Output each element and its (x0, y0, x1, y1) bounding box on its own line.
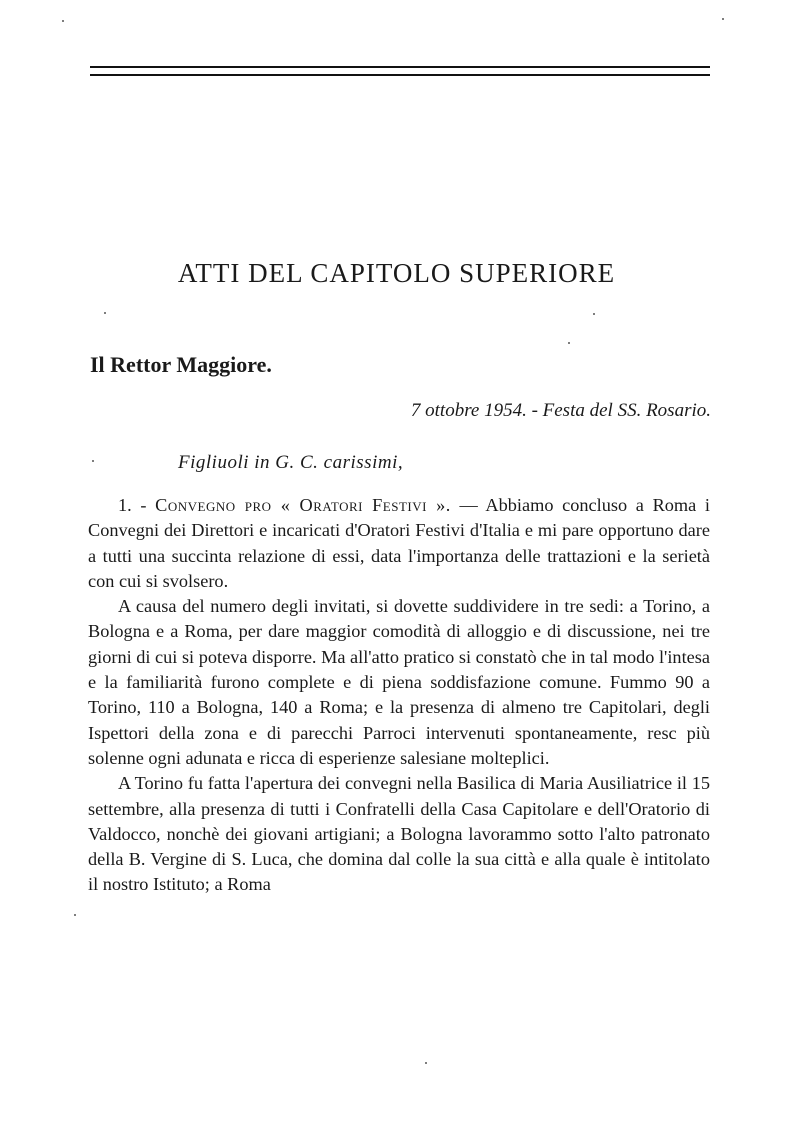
header-double-rule (90, 66, 710, 76)
scan-speck (568, 342, 570, 344)
scan-speck (62, 20, 64, 22)
paragraph-1 (88, 493, 710, 594)
scan-speck (593, 313, 595, 315)
scan-speck (722, 18, 724, 20)
paragraph-2: A causa del numero degli invitati, si dovette suddividere in tre sedi: a Torino, a Bologna e a Roma, per dare maggior comodità di alloggio e di discussione, nei tre giorni di cui si poteva disporre. Ma all'atto pratico si constatò che in tal modo l'intesa e la familiarità furono complete e di piena soddisfazione comune. Fummo 90 a Torino, 110 a Bologna, 140 a Roma; e la presenza di almeno tre Capitolari, degli Ispettori della zona e di parecchi Parroci intervenuti spontaneamente, resc più solenne ogni adunata e ricca di esperienze salesiane molteplici. (88, 596, 710, 768)
paragraph-1-text: — Abbiamo concluso a Roma i Convegni dei Direttori e incaricati d'Oratori Festivi d'Italia e mi pare opportuno dare a tutti una succinta relazione di essi, data l'importanza delle trattazioni e la serietà con cui si svolsero. (88, 495, 710, 591)
subheading: Il Rettor Maggiore. (90, 352, 272, 377)
header-rule-top (90, 66, 710, 68)
paragraph-3: A Torino fu fatta l'apertura dei convegni nella Basilica di Maria Ausiliatrice il 15 settembre, alla presenza di tutti i Confratelli della Casa Capitolare e dell'Oratorio di Valdocco, nonchè dei giovani artigiani; a Bologna lavorammo sotto l'alto patronato della B. Vergine di S. Luca, che domina dal colle la sua città e alla quale è intitolato il nostro Istituto; a Roma (88, 773, 710, 895)
dateline: 7 ottobre 1954. - Festa del SS. Rosario. (410, 400, 711, 421)
scan-speck (425, 1062, 427, 1064)
salutation: Figliuoli in G. C. carissimi, (178, 452, 404, 473)
scan-speck (74, 914, 76, 916)
scan-speck (92, 460, 94, 462)
scan-speck (104, 312, 106, 314)
paragraph-1-heading: Convegno pro « Oratori Festivi ». (155, 495, 451, 515)
header-rule-bottom (90, 74, 710, 76)
paragraph-1-number: 1. - (118, 495, 156, 515)
section-title: ATTI DEL CAPITOLO SUPERIORE (177, 258, 616, 288)
body-text (88, 493, 710, 898)
